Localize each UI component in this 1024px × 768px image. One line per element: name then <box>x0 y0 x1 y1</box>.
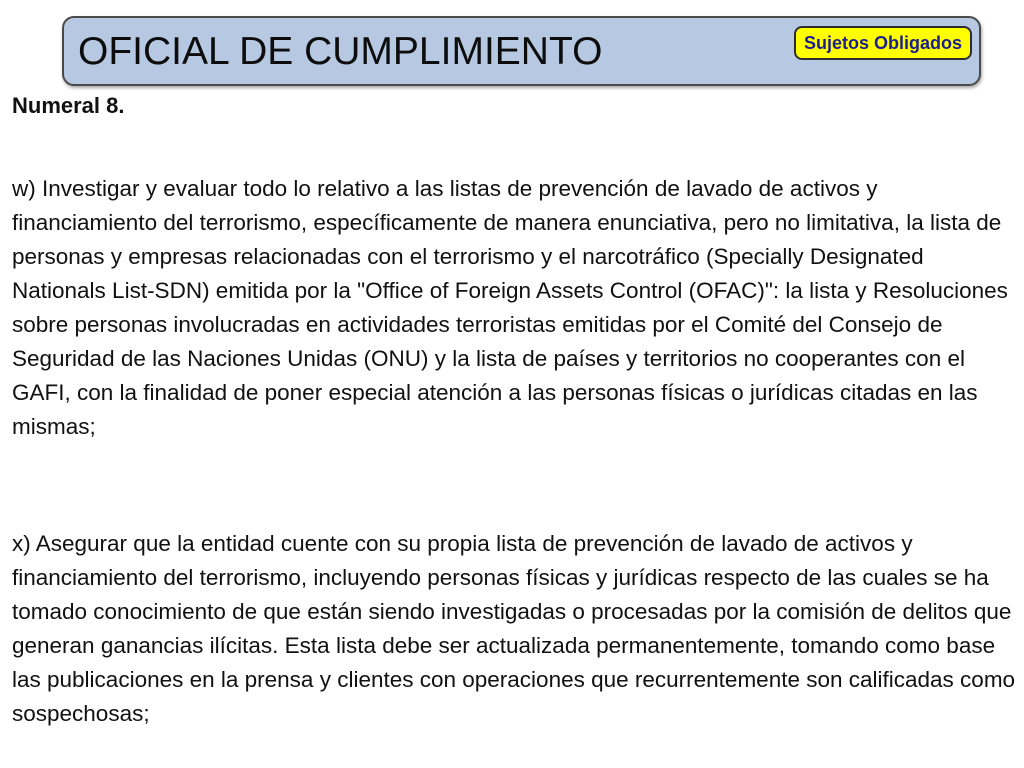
page-title: OFICIAL DE CUMPLIMIENTO <box>78 30 603 73</box>
section-subtitle: Numeral 8. <box>12 93 125 118</box>
paragraph-x: x) Asegurar que la entidad cuente con su propia lista de prevención de lavado de activos y financiamiento del terrorismo, incluyendo personas físicas y jurídicas respecto de las cuales se ha tomado conocimiento de que están siendo investigadas o procesadas por la comisión de delitos que generan ganancias ilícitas. Esta lista debe ser actualizada permanentemente, tomando como base las publicaciones en la prensa y clientes con operaciones que recurrentemente son calificadas como sospechosas; <box>12 531 1016 726</box>
sujetos-obligados-badge: Sujetos Obligados <box>794 26 972 60</box>
paragraph-w: w) Investigar y evaluar todo lo relativo a las listas de prevención de lavado de activos y financiamiento del terrorismo, específicamente de manera enunciativa, pero no limitativa, la lista de personas y empresas relacionadas con el terrorismo y el narcotráfico (Specially Designated Nationals List-SDN) emitida por la "Office of Foreign Assets Control (OFAC)": la lista y Resoluciones sobre personas involucradas en actividades terroristas emitidas por el Comité del Consejo de Seguridad de las Naciones Unidas (ONU) y la lista de países y territorios no cooperantes con el GAFI, con la finalidad de poner especial atención a las personas físicas o jurídicas citadas en las mismas; <box>12 176 1008 439</box>
title-banner <box>62 16 981 86</box>
